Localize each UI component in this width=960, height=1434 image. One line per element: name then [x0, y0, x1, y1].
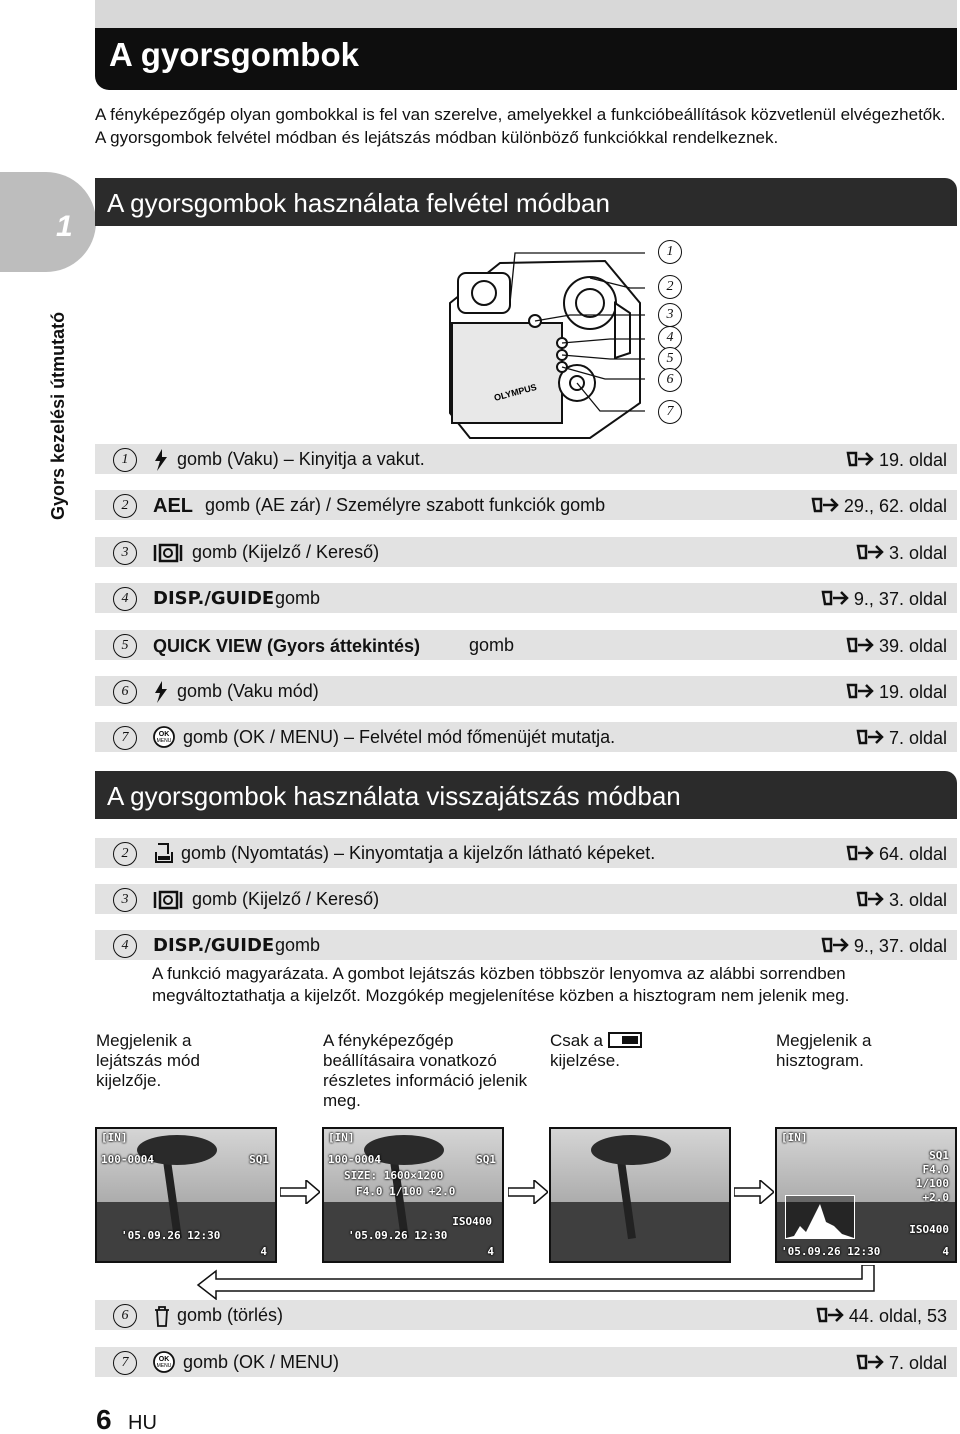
caption-histogram: Megjelenik a hisztogram.	[776, 1031, 872, 1070]
shooting-row-quickview	[95, 630, 957, 662]
histogram-curve	[786, 1196, 854, 1238]
chapter-label: Gyors kezelési útmutató	[48, 311, 68, 520]
callout-2: 2	[658, 275, 682, 299]
shooting-mode-heading: A gyorsgombok használata felvétel módban	[95, 178, 957, 226]
row-reference	[811, 495, 947, 517]
row-number: 5	[113, 634, 137, 658]
shooting-row-ael	[95, 490, 957, 522]
page-reference-icon	[846, 449, 874, 469]
screen-detail	[322, 1127, 504, 1263]
disp-guide-icon: DISP./GUIDE	[153, 588, 275, 609]
row-label: gomb	[469, 635, 515, 655]
trash-icon	[153, 1304, 171, 1328]
playback-row-erase	[95, 1300, 957, 1332]
flash-icon	[153, 449, 169, 471]
callout-4: 4	[658, 326, 682, 350]
row-page: 9., 37. oldal	[853, 936, 947, 956]
row-label: gomb	[275, 588, 321, 608]
caption-detailed-info: A fényképezőgép beállításaira vonatkozó részletes információ jelenik meg.	[323, 1031, 528, 1110]
row-reference	[821, 935, 947, 957]
ok-menu-icon	[153, 726, 175, 748]
page-title: A gyorsgombok	[109, 36, 359, 73]
exposure-compensation: +2.0	[922, 1191, 949, 1204]
file-number: 100-0004	[101, 1153, 154, 1166]
row-number: 4	[113, 934, 137, 958]
screen-histogram	[775, 1127, 957, 1263]
page-reference-icon	[846, 635, 874, 655]
row-label: gomb (OK / MENU) – Felvétel mód főmenüjét mutatja.	[183, 727, 616, 747]
page-reference-icon	[846, 843, 874, 863]
row-label: gomb (Vaku mód)	[177, 681, 319, 701]
caption-image-only-pre: Csak a	[550, 1031, 603, 1050]
display-viewfinder-icon	[153, 890, 183, 910]
playback-row-disp	[95, 930, 957, 962]
page-reference-icon	[846, 681, 874, 701]
frame-count: 4	[260, 1245, 267, 1258]
arrow-right-icon	[508, 1180, 548, 1204]
shooting-row-ok	[95, 722, 957, 754]
frame-count: 4	[487, 1245, 494, 1258]
row-reference	[856, 542, 947, 564]
ok-menu-icon	[153, 1351, 175, 1373]
caption-image-only-post: kijelzése.	[550, 1051, 620, 1070]
row-label: gomb (törlés)	[177, 1305, 284, 1325]
quick-view-icon: QUICK VIEW (Gyors áttekintés)	[153, 636, 421, 656]
quality: SQ1	[249, 1153, 269, 1166]
row-page: 3. oldal	[888, 543, 947, 563]
arrow-right-icon	[734, 1180, 774, 1204]
callout-5: 5	[658, 347, 682, 371]
ael-icon: AEL	[153, 495, 193, 517]
page-reference-icon	[821, 588, 849, 608]
chapter-number: 1	[56, 210, 73, 243]
screen-playback	[95, 1127, 277, 1263]
row-reference	[816, 1305, 947, 1327]
row-page: 39. oldal	[878, 636, 947, 656]
image-only-icon	[608, 1032, 642, 1048]
row-number: 3	[113, 888, 137, 912]
aperture: F4.0	[922, 1163, 949, 1176]
date-time: '05.09.26 12:30	[348, 1229, 448, 1242]
row-number: 2	[113, 842, 137, 866]
row-page: 19. oldal	[878, 682, 947, 702]
iso-value: ISO400	[909, 1223, 949, 1236]
quality: SQ1	[929, 1149, 949, 1162]
page-reference-icon	[821, 935, 849, 955]
memory-indicator: [IN]	[781, 1131, 808, 1144]
shooting-row-disp	[95, 583, 957, 615]
memory-indicator: [IN]	[328, 1131, 355, 1144]
page-number: 6	[96, 1404, 112, 1434]
row-reference	[846, 449, 947, 471]
row-label: gomb	[275, 935, 321, 955]
row-page: 7. oldal	[888, 728, 947, 748]
caption-playback-display: Megjelenik a lejátszás mód kijelzője.	[96, 1031, 200, 1090]
iso-value: ISO400	[452, 1215, 492, 1228]
row-page: 64. oldal	[878, 844, 947, 864]
palm-fronds	[591, 1135, 671, 1165]
file-number: 100-0004	[328, 1153, 381, 1166]
page-reference-icon	[856, 1352, 884, 1372]
histogram-graph	[785, 1195, 855, 1239]
svg-text:OLYMPUS: OLYMPUS	[492, 381, 538, 403]
row-number: 2	[113, 494, 137, 518]
arrow-right-icon	[280, 1180, 320, 1204]
page-reference-icon	[856, 889, 884, 909]
row-number: 3	[113, 541, 137, 565]
print-icon	[153, 842, 175, 866]
caption-image-only	[550, 1031, 730, 1071]
row-label: gomb (AE zár) / Személyre szabott funkciók gomb	[205, 495, 606, 515]
chapter-tab	[0, 172, 96, 272]
shutter-speed: 1/100	[915, 1177, 949, 1190]
svg-text:MENU: MENU	[156, 738, 172, 744]
frame-count: 4	[942, 1245, 949, 1258]
row-label: gomb (Kijelző / Kereső)	[192, 542, 380, 562]
image-size: SIZE: 1600×1200	[344, 1169, 444, 1182]
svg-text:MENU: MENU	[156, 1363, 172, 1369]
loop-back-arrow-icon	[196, 1265, 882, 1303]
screen-image-only	[549, 1127, 731, 1263]
row-page: 9., 37. oldal	[853, 589, 947, 609]
row-number: 7	[113, 726, 137, 750]
intro-text: A fényképezőgép olyan gombokkal is fel van szerelve, amelyekkel a funkcióbeállítások közvetlenül elvégezhetők. A gyorsgombok felvétel módban és lejátszás módban különböző funkciókkal rendelkeznek.	[95, 105, 946, 147]
row-label: gomb (Nyomtatás) – Kinyomtatja a kijelzőn látható képeket.	[181, 843, 656, 863]
language-code: HU	[128, 1412, 157, 1434]
disp-guide-icon: DISP./GUIDE	[153, 935, 275, 956]
row-label: gomb (OK / MENU)	[183, 1352, 340, 1372]
row-reference	[846, 635, 947, 657]
svg-text:OK: OK	[158, 731, 170, 738]
screen-ground	[551, 1202, 729, 1261]
row-label: gomb (Vaku) – Kinyitja a vakut.	[177, 449, 425, 469]
date-time: '05.09.26 12:30	[121, 1229, 221, 1242]
quality: SQ1	[476, 1153, 496, 1166]
page-reference-icon	[856, 542, 884, 562]
callout-1: 1	[658, 240, 682, 264]
row-label: gomb (Kijelző / Kereső)	[192, 889, 380, 909]
playback-row-print	[95, 838, 957, 870]
row-number: 7	[113, 1351, 137, 1375]
row-reference	[856, 1352, 947, 1374]
flash-icon	[153, 681, 169, 703]
row-page: 7. oldal	[888, 1353, 947, 1373]
memory-indicator: [IN]	[101, 1131, 128, 1144]
row-reference	[846, 681, 947, 703]
playback-mode-heading: A gyorsgombok használata visszajátszás módban	[95, 771, 957, 819]
row-number: 1	[113, 448, 137, 472]
page-title-bar	[95, 0, 957, 90]
callout-7: 7	[658, 400, 682, 424]
row-number: 6	[113, 1304, 137, 1328]
exposure-info: F4.0 1/100 +2.0	[356, 1185, 456, 1198]
callout-6: 6	[658, 368, 682, 392]
display-viewfinder-icon	[153, 543, 183, 563]
row-page: 44. oldal, 53	[848, 1306, 947, 1326]
shooting-row-flash-mode	[95, 676, 957, 708]
row-page: 19. oldal	[878, 450, 947, 470]
row-number: 4	[113, 587, 137, 611]
callout-3: 3	[658, 303, 682, 327]
playback-row-display	[95, 884, 957, 916]
playback-row-ok	[95, 1347, 957, 1379]
shooting-row-flash	[95, 444, 957, 476]
row-page: 29., 62. oldal	[843, 496, 947, 516]
row-reference	[846, 843, 947, 865]
disp-explanation: A funkció magyarázata. A gombot lejátszás közben többször lenyomva az alábbi sorrendben megváltoztathatja a kijelzőt. Mozgókép megjelenítése közben a hisztogram nem jelenik meg.	[152, 964, 850, 1005]
date-time: '05.09.26 12:30	[781, 1245, 881, 1258]
camera-illustration	[440, 243, 645, 443]
row-reference	[821, 588, 947, 610]
row-number: 6	[113, 680, 137, 704]
row-page: 3. oldal	[888, 890, 947, 910]
svg-text:OK: OK	[158, 1356, 170, 1363]
row-reference	[856, 727, 947, 749]
page-reference-icon	[811, 495, 839, 515]
title-strip	[95, 0, 957, 28]
row-reference	[856, 889, 947, 911]
shooting-row-display	[95, 537, 957, 569]
page-reference-icon	[856, 727, 884, 747]
page-reference-icon	[816, 1305, 844, 1325]
